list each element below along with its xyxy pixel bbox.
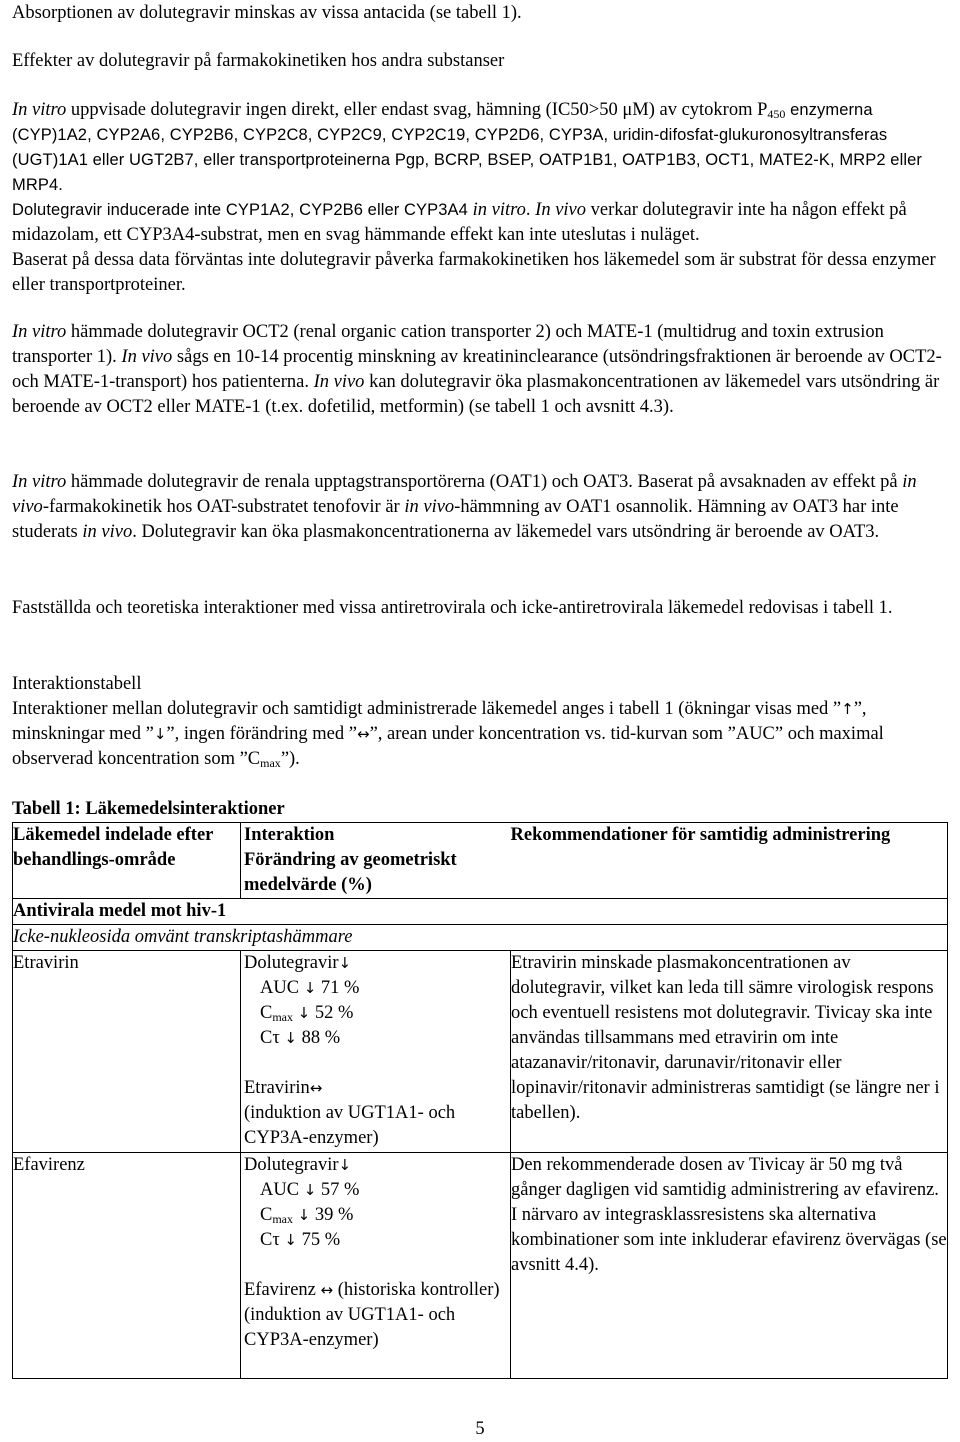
subscript: 450	[767, 107, 786, 121]
drug-name: Etravirin	[13, 951, 241, 1153]
arrow-down-icon: ↓	[297, 1004, 311, 1022]
header-drug-class: Läkemedel indelade efter behandlings-område	[13, 823, 241, 899]
italic-term: in vitro	[472, 200, 526, 220]
text: . Dolutegravir kan öka plasmakoncentrationerna av läkemedel vars utsöndring är beroende av OAT3.	[132, 522, 880, 542]
interaction-table	[12, 822, 948, 1379]
arrow-down-icon: ↓	[297, 1206, 311, 1224]
arrow-down-icon: ↓	[284, 1231, 297, 1249]
arrow-down-icon: ↓	[153, 725, 167, 743]
arrow-up-icon: ↑	[841, 700, 854, 718]
table-row	[13, 1153, 948, 1379]
interaction-description: Interaktioner mellan dolutegravir och samtidigt administrerade läkemedel anges i tabell 1 (ökningar visas med ”↑”, minskningar med ”↓”, ingen förändring med ”↔”, arean under koncentration vs. tid-kurvan som ”AUC” och maximal observerad koncentration som $”C_{max}$”).	[12, 699, 884, 770]
italic-term: In vivo	[121, 347, 173, 367]
arrow-both-icon: ↔	[356, 725, 370, 743]
interaction-section	[12, 672, 948, 772]
interaction-cell: Dolutegravir↓ AUC ↓ 71 % $C_{max}$ ↓ 52 % Cτ ↓ 88 % Etravirin↔ (induktion av UGT1A1- och CYP3A-enzymer)	[241, 951, 511, 1153]
arrow-down-icon: ↓	[284, 1029, 297, 1047]
text: -hämmning av OAT1 osannolik. Hämning av OAT3 har inte studerats	[12, 497, 899, 542]
text: kan dolutegravir öka plasmakoncentrationen av läkemedel vars utsöndring är beroende av OCT2 eller MATE-1 (t.ex. dofetilid, metformin) (se tabell 1 och avsnitt 4.3).	[12, 372, 940, 417]
absorption-note: Absorptionen av dolutegravir minskas av vissa antacida (se tabell 1).	[12, 3, 522, 23]
italic-term: In vitro	[12, 322, 67, 342]
paragraph-oat	[12, 470, 948, 545]
subgroup-row	[13, 925, 948, 951]
italic-term: in vivo	[404, 497, 455, 517]
text: hämmade dolutegravir de renala upptagstransportörerna (OAT1) och OAT3. Baserat på avsaknaden av effekt på	[66, 472, 903, 492]
text: -farmakokinetik hos OAT-substratet tenofovir är	[42, 497, 405, 517]
text: Dolutegravir inducerade inte CYP1A2, CYP2B6 eller CYP3A4	[12, 201, 473, 219]
arrow-down-icon: ↓	[338, 1156, 352, 1174]
drug-name: Efavirenz	[13, 1153, 241, 1379]
arrow-down-icon: ↓	[303, 979, 317, 997]
group-row	[13, 899, 948, 925]
arrow-both-icon: ↔	[320, 1281, 334, 1299]
text: uppvisade dolutegravir ingen direkt, eller endast svag, hämning (IC50>50 μM) av cytokrom P	[66, 100, 768, 120]
text: verkar dolutegravir inte ha någon effekt på midazolam, ett CYP3A4-substrat, men en svag hämmande effekt kan inte uteslutas i nuläget.	[12, 200, 907, 245]
italic-term: In vivo	[313, 372, 365, 392]
section-heading: Effekter av dolutegravir på farmakokinetiken hos andra substanser	[12, 51, 505, 71]
recommendation-cell: Den rekommenderade dosen av Tivicay är 50 mg två gånger dagligen vid samtidig administrering av efavirenz. I närvaro av integrasklassresistens ska alternativa kombinationer som inte inkluderar efavirenz övervägas (se avsnitt 4.4).	[511, 1153, 948, 1379]
paragraph-in-vitro-cyp	[12, 98, 948, 298]
text: hämmade dolutegravir OCT2 (renal organic cation transporter 2) och MATE-1 (multidrug and toxin extrusion transporter 1).	[12, 322, 884, 367]
interaction-cell: Dolutegravir↓ AUC ↓ 57 % $C_{max}$ ↓ 39 % Cτ ↓ 75 % Efavirenz ↔ (historiska kontroller) (induktion av UGT1A1- och CYP3A-enzymer)	[241, 1153, 511, 1379]
text: .	[525, 200, 536, 220]
text: Baserat på dessa data förväntas inte dolutegravir påverka farmakokinetiken hos läkemedel som är substrat för dessa enzymer eller transportproteiner.	[12, 250, 936, 295]
arrow-both-icon: ↔	[309, 1079, 323, 1097]
italic-term: in vivo	[12, 472, 917, 517]
table-row	[13, 951, 948, 1153]
header-recommendation: Rekommendationer för samtidig administrering	[511, 823, 948, 899]
italic-term: In vitro	[12, 472, 67, 492]
table-caption: Tabell 1: Läkemedelsinteraktioner	[12, 799, 285, 819]
text: sågs en 10-14 procentig minskning av kreatininclearance (utsöndringsfraktionen är beroende av OCT2- och MATE-1-transport) hos patienterna.	[12, 347, 942, 392]
paragraph-oct2	[12, 320, 948, 420]
subgroup-label: Icke-nukleosida omvänt transkriptashämmare	[13, 925, 948, 951]
table-header-row	[13, 823, 948, 899]
paragraph-interactions-summary: Fastställda och teoretiska interaktioner med vissa antiretrovirala och icke-antiretrovirala läkemedel redovisas i tabell 1.	[12, 598, 893, 618]
interaction-title: Interaktionstabell	[12, 674, 142, 694]
arrow-down-icon: ↓	[338, 954, 352, 972]
italic-term: In vitro	[12, 100, 67, 120]
recommendation-cell: Etravirin minskade plasmakoncentrationen av dolutegravir, vilket kan leda till sämre virologisk respons och eventuell resistens mot dolutegravir. Tivicay ska inte användas tillsammans med etravirin om inte atazanavir/ritonavir, darunavir/ritonavir eller lopinavir/ritonavir administreras samtidigt (se längre ner i tabellen).	[511, 951, 948, 1153]
group-label: Antivirala medel mot hiv-1	[13, 899, 948, 925]
text: enzymerna (CYP)1A2, CYP2A6, CYP2B6, CYP2C8, CYP2C9, CYP2C19, CYP2D6, CYP3A, uridin-difosfat-glukuronosyltransferas (UGT)1A1 eller UGT2B7, eller transportproteinerna Pgp, BCRP, BSEP, OATP1B1, OATP1B3, OCT1, MATE2-K, MRP2 eller MRP4.	[12, 101, 922, 194]
header-interaction: Interaktion Förändring av geometriskt medelvärde (%)	[241, 823, 511, 899]
italic-term: In vivo	[535, 200, 587, 220]
italic-term: in vivo	[82, 522, 133, 542]
arrow-down-icon: ↓	[303, 1181, 317, 1199]
page-number: 5	[475, 1419, 485, 1439]
